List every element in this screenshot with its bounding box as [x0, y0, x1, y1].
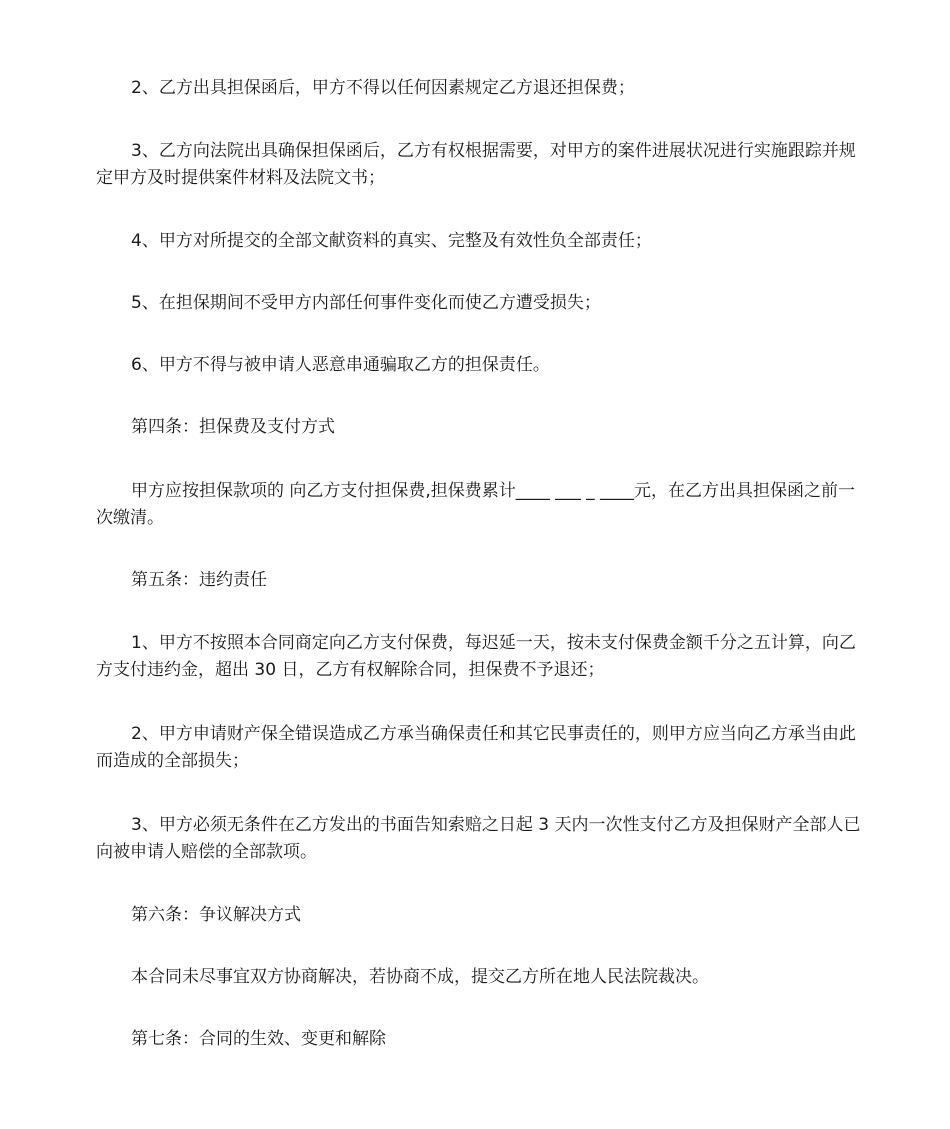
article-5-item-1: 1、甲方不按照本合同商定向乙方支付保费，每迟延一天，按未支付保费金额千分之五计算，向乙方支付违约金，超出 30 日，乙方有权解除合同，担保费不予退还；	[96, 633, 856, 680]
clause-item-4-document-responsibility: 4、甲方对所提交的全部文献资料的真实、完整及有效性负全部责任；	[131, 231, 652, 251]
clause-item-5-no-loss: 5、在担保期间不受甲方内部任何事件变化而使乙方遭受损失；	[131, 293, 601, 313]
article-7-heading: 第七条：合同的生效、变更和解除	[131, 1029, 386, 1049]
clause-item-3-case-tracking: 3、乙方向法院出具确保担保函后，乙方有权根据需要，对甲方的案件进展状况进行实施跟踪并规定甲方及时提供案件材料及法院文书；	[96, 141, 856, 188]
clause-item-6-no-collusion: 6、甲方不得与被申请人恶意串通骗取乙方的担保责任。	[131, 355, 550, 375]
article-5-heading: 第五条：违约责任	[131, 570, 267, 590]
article-4-heading: 第四条：担保费及支付方式	[131, 417, 335, 437]
clause-item-2-no-refund: 2、乙方出具担保函后，甲方不得以任何因素规定乙方退还担保费；	[131, 78, 635, 98]
article-6-body: 本合同未尽事宜双方协商解决，若协商不成，提交乙方所在地人民法院裁决。	[131, 967, 709, 987]
article-5-item-3: 3、甲方必须无条件在乙方发出的书面告知索赔之日起 3 天内一次性支付乙方及担保财产全部人已向被申请人赔偿的全部款项。	[96, 815, 861, 862]
article-5-item-2: 2、甲方申请财产保全错误造成乙方承当确保责任和其它民事责任的，则甲方应当向乙方承当由此而造成的全部损失；	[96, 724, 856, 771]
article-4-body: 甲方应按担保款项的 向乙方支付担保费,担保费累计____ ___ _ ____元，在乙方出具担保函之前一次缴清。	[96, 481, 856, 528]
article-6-heading: 第六条：争议解决方式	[131, 905, 301, 925]
